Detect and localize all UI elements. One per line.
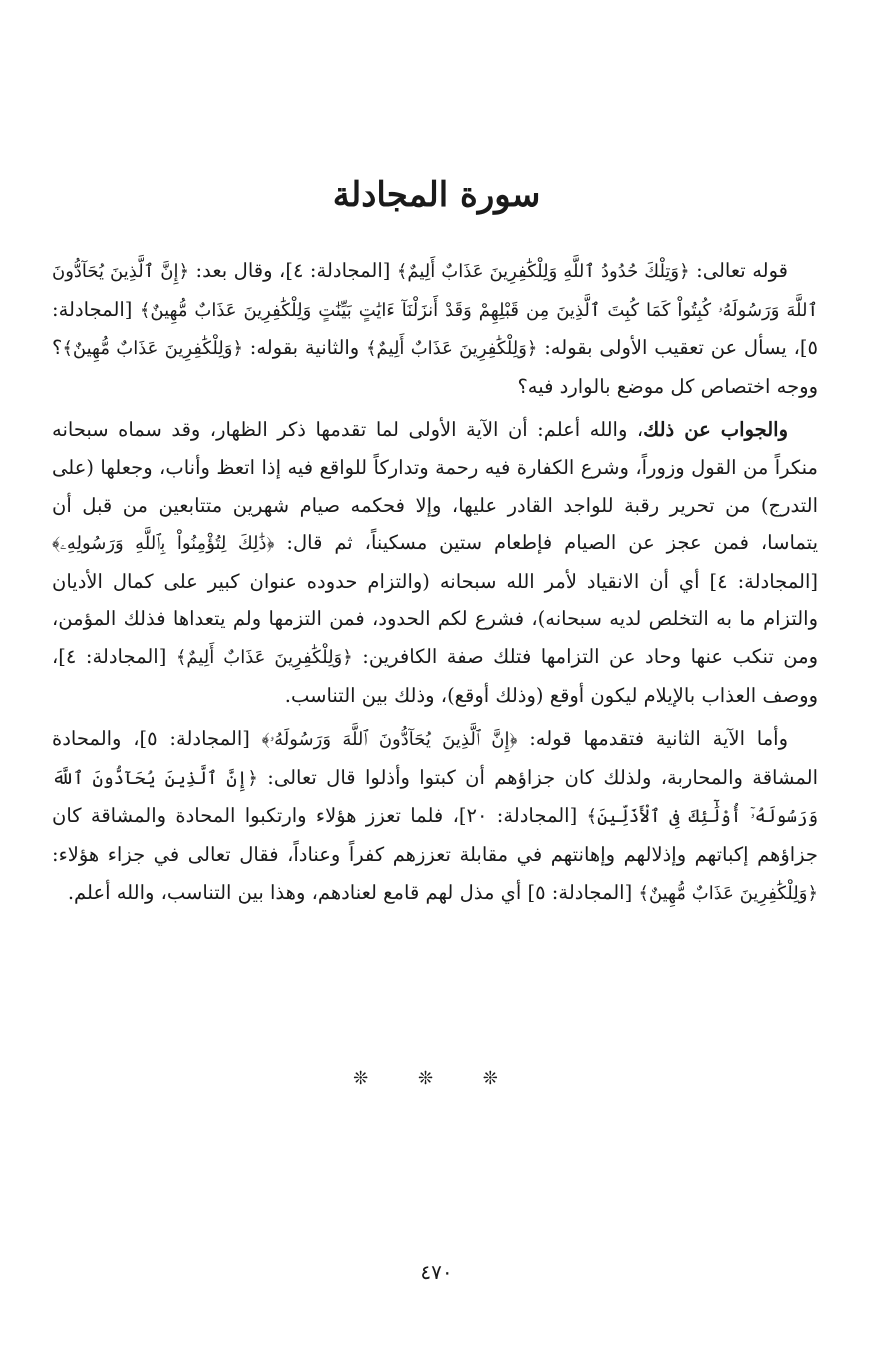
section-separator: ❊ ❊ ❊ [353,1068,520,1089]
commentary-paragraph [52,720,818,912]
page-number: ٤٧٠ [420,1260,453,1284]
quran-verse-quote: ﴿وَتِلْكَ حُدُودُ ٱللَّهِ وَلِلْكَٰفِرِينَ عَذَابٌ أَلِيمٌ﴾ [396,261,690,282]
paragraph-text: [المجادلة: ٤]، ووصف العذاب بالإيلام ليكون أوقع (وذلك أوقع)، وذلك بين التناسب. [52,644,818,707]
quran-verse-quote: ﴿وَلِلْكَٰفِرِينَ عَذَابٌ أَلِيمٌ﴾ [175,646,353,668]
quran-verse-quote: ﴿إِنَّ ٱلَّذِينَ يُحَآدُّونَ ٱللَّهَ وَرَسُولَهُۥ﴾ [261,729,518,751]
commentary-paragraph [52,252,818,405]
paragraph-text: [المجادلة: ٤]، وقال بعد: [189,259,397,282]
quran-verse-quote: ﴿إِنَّ ٱلَّذِينَ يُحَآدُّونَ ٱللَّهَ وَرَسُولَهُۥ كُبِتُواْ كَمَا كُبِتَ ٱلَّذِينَ مِن قَبْلِهِمْ وَقَدْ أَنزَلْنَآ ءَايَٰتٍ بَيِّنَٰتٍ وَلِلْكَٰفِرِينَ عَذَابٌ مُّهِينٌ﴾ [52,261,819,321]
paragraph-text: وأما الآية الثانية فتقدمها قوله: [517,727,788,751]
paragraph-text: ؟ ووجه اختصاص كل موضع بالوارد فيه؟ [52,336,818,398]
commentary-paragraph [52,411,818,714]
paragraph-text: [المجادلة: ٥]، والمحادة المشاقة والمحاربة، ولذلك كان جزاؤهم أن كبتوا وأذلوا قال تعالى: [52,727,819,789]
paragraph-text: والثانية بقوله: [243,336,366,360]
quran-verse-quote: ﴿ذَٰلِكَ لِتُؤْمِنُواْ بِٱللَّهِ وَرَسُولِهِۦ﴾ [52,533,275,555]
answer-heading: والجواب عن ذلك [643,418,789,442]
quran-verse-quote: ﴿وَلِلْكَٰفِرِينَ عَذَابٌ مُّهِينٌ﴾ [62,338,244,360]
paragraph-text: ، والله أعلم: أن الآية الأولى لما تقدمها ذكر الظهار، وقد سماه سبحانه منكراً من القول وزوراً، وشرع الكفارة فيه رحمة وتداركاً للواقع فيه إذا اتعظ وأناب، وجعلها (على التدرج) من تحرير رقبة للواجد القادر عليها، وإلا فحكمه صيام شهرين متتابعين من قبل أن يتماسا، فمن عجز عن الصيام فإطعام ستين مسكيناً، ثم قال: [52,418,818,555]
quran-verse-quote: ﴿وَلِلْكَٰفِرِينَ عَذَابٌ مُّهِينٌ﴾ [638,882,818,904]
quran-verse-quote: ﴿إِنَّ ٱلَّذِينَ يُحَآدُّونَ ٱللَّهَ وَرَسُولَهُۥٓ أُوْلَٰٓئِكَ فِى ٱلْأَذَلِّينَ﴾ [52,767,818,828]
paragraph-text: قوله تعالى: [689,259,788,282]
surah-title: سورة المجادلة [332,175,541,215]
paragraph-text: [المجادلة: ٥] أي مذل لهم قامع لعنادهم، وهذا بين التناسب، والله أعلم. [67,880,639,904]
paragraph-text: [المجادلة: ٥]، يسأل عن تعقيب الأولى بقوله: [52,297,818,360]
quran-verse-quote: ﴿وَلِلْكَٰفِرِينَ عَذَابٌ أَلِيمٌ﴾ [365,338,538,360]
paragraph-text: [المجادلة: ٢٠]، فلما تعزز هؤلاء وارتكبوا المحادة والمشاقة كان جزاؤهم إكباتهم وإذلالهم وإهانتهم في مقابلة تعززهم كفراً وعناداً، فقال تعالى في جزاء هؤلاء: [52,804,818,866]
commentary-body [52,252,818,912]
paragraph-text: [المجادلة: ٤] أي أن الانقياد لأمر الله سبحانه (والتزام حدوده عنوان كبير على كمال الأديان والتزام ما به التخلص لديه سبحانه)، فشرع لكم الحدود، فمن التزمها ولم يتعداها فذلك المؤمن، ومن تنكب عنها وحاد عن التزامها فتلك صفة الكافرين: [52,569,818,668]
